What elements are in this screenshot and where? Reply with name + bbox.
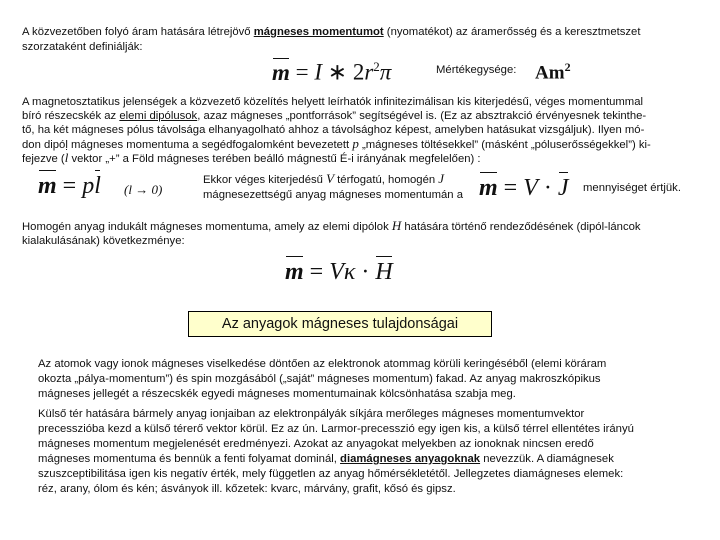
para2-line-4: don dipól mágneses momentuma a segédfogalomként bevezetett p „mágneses töltésekkel” (másként „póluserősségekkel”) ki- [22,136,651,151]
units-label: Mértékegysége: [436,64,517,76]
section-title: Az anyagok mágneses tulajdonságai [188,311,492,337]
equation-induced-moment: m = Vκ · H [285,259,393,285]
para2-line-1: A magnetosztatikus jelenségek a közvezető közelítés helyett leírhatók infinitezimálisan kis kiterjedésű, véges momentummal [22,96,644,108]
elemental-dipoles-term: elemi dipólusok [119,110,198,122]
intro-line-2: szorzataként definiálják: [22,41,143,53]
magnetic-moment-term: mágneses momentumot [253,26,384,38]
para2-line-2: bíró részecskék az elemi dipólusok, azaz mágneses „pontforrások” segítségével is. (Ez az absztrakció érvényesnek tekinthe- [22,110,647,122]
para2-line-5: fejezve (l vektor „+” a Föld mágneses terében beálló mágnestű É-i irányának megfelelően) : [22,150,481,165]
para2-line-3: tő, ha két mágneses pólus távolsága elhanyagolható ahhoz a távolsághoz képest, amelyben hatásukat vizsgáljuk). Ilyen mó- [22,124,645,136]
para5-line-3: mágneses momentum megjelenését eredményezi. Azokat az anyagokat melyekben az ionoknak nincsen eredő [38,438,594,450]
para5-line-5: szuszceptibilitása igen kis negatív érték, mely független az anyag hőmérsékletétől. Jellegzetes diamágneses elemek: [38,468,624,480]
limit-condition: (l → 0) [124,182,163,197]
para4-line-3: mágneses jellegét a részecskék egyedi mágneses momentumainak kölcsönhatása szabja meg. [38,388,516,400]
eq3-tail: mennyiséget értjük. [583,182,681,194]
intro-line-1: A közvezetőben folyó áram hatására létrejövő mágneses momentumot (nyomatékot) az áramerősség és a keresztmetszet [22,26,641,38]
para5-line-2: precesszióba kezd a külső térerő vektor körül. Ez az ún. Larmor-precesszió egy igen kis, a külső térrel ellentétes irányú [38,423,634,435]
equation-volume-moment: m = V · J [479,175,569,201]
para3-line-2: kialakulásának) következménye: [22,235,185,247]
para5-line-1: Külső tér hatására bármely anyag ionjaiban az elektronpályák síkjára merőleges mágneses momentumvektor [38,408,585,420]
para5-line-4: mágneses momentuma és bennük a fenti folyamat dominál, diamágneses anyagoknak nevezzük. A diamágnesek [38,453,614,465]
para4-line-2: okozta „pálya-momentum”) és spin mozgásából („saját” mágneses momentum) fakad. Az anyag makroszkópikus [38,373,601,385]
diamagnetic-term: diamágneses anyagoknak [340,453,481,465]
mid-line-2: mágnesezettségű anyag mágneses momentumán a [203,189,463,201]
units-value: Am$^2$ [535,60,571,84]
mid-line-1: Ekkor véges kiterjedésű V térfogatú, homogén J [203,171,445,186]
para5-line-6: réz, arany, ólom és kén; ásványok ill. kőzetek: kvarc, márvány, grafit, kősó és gipsz. [38,483,456,495]
equation-magnetic-moment: m = I ∗ $2r^2\pi$ [272,59,392,85]
para4-line-1: Az atomok vagy ionok mágneses viselkedése döntően az elektronok atommag körüli keringéséből (elemi köráram [38,358,607,370]
para3-line-1: Homogén anyag indukált mágneses momentuma, amely az elemi dipólok H hatására történő rendeződésének (dipól-láncok [22,218,641,233]
equation-dipole-moment: m = pl [38,173,101,199]
